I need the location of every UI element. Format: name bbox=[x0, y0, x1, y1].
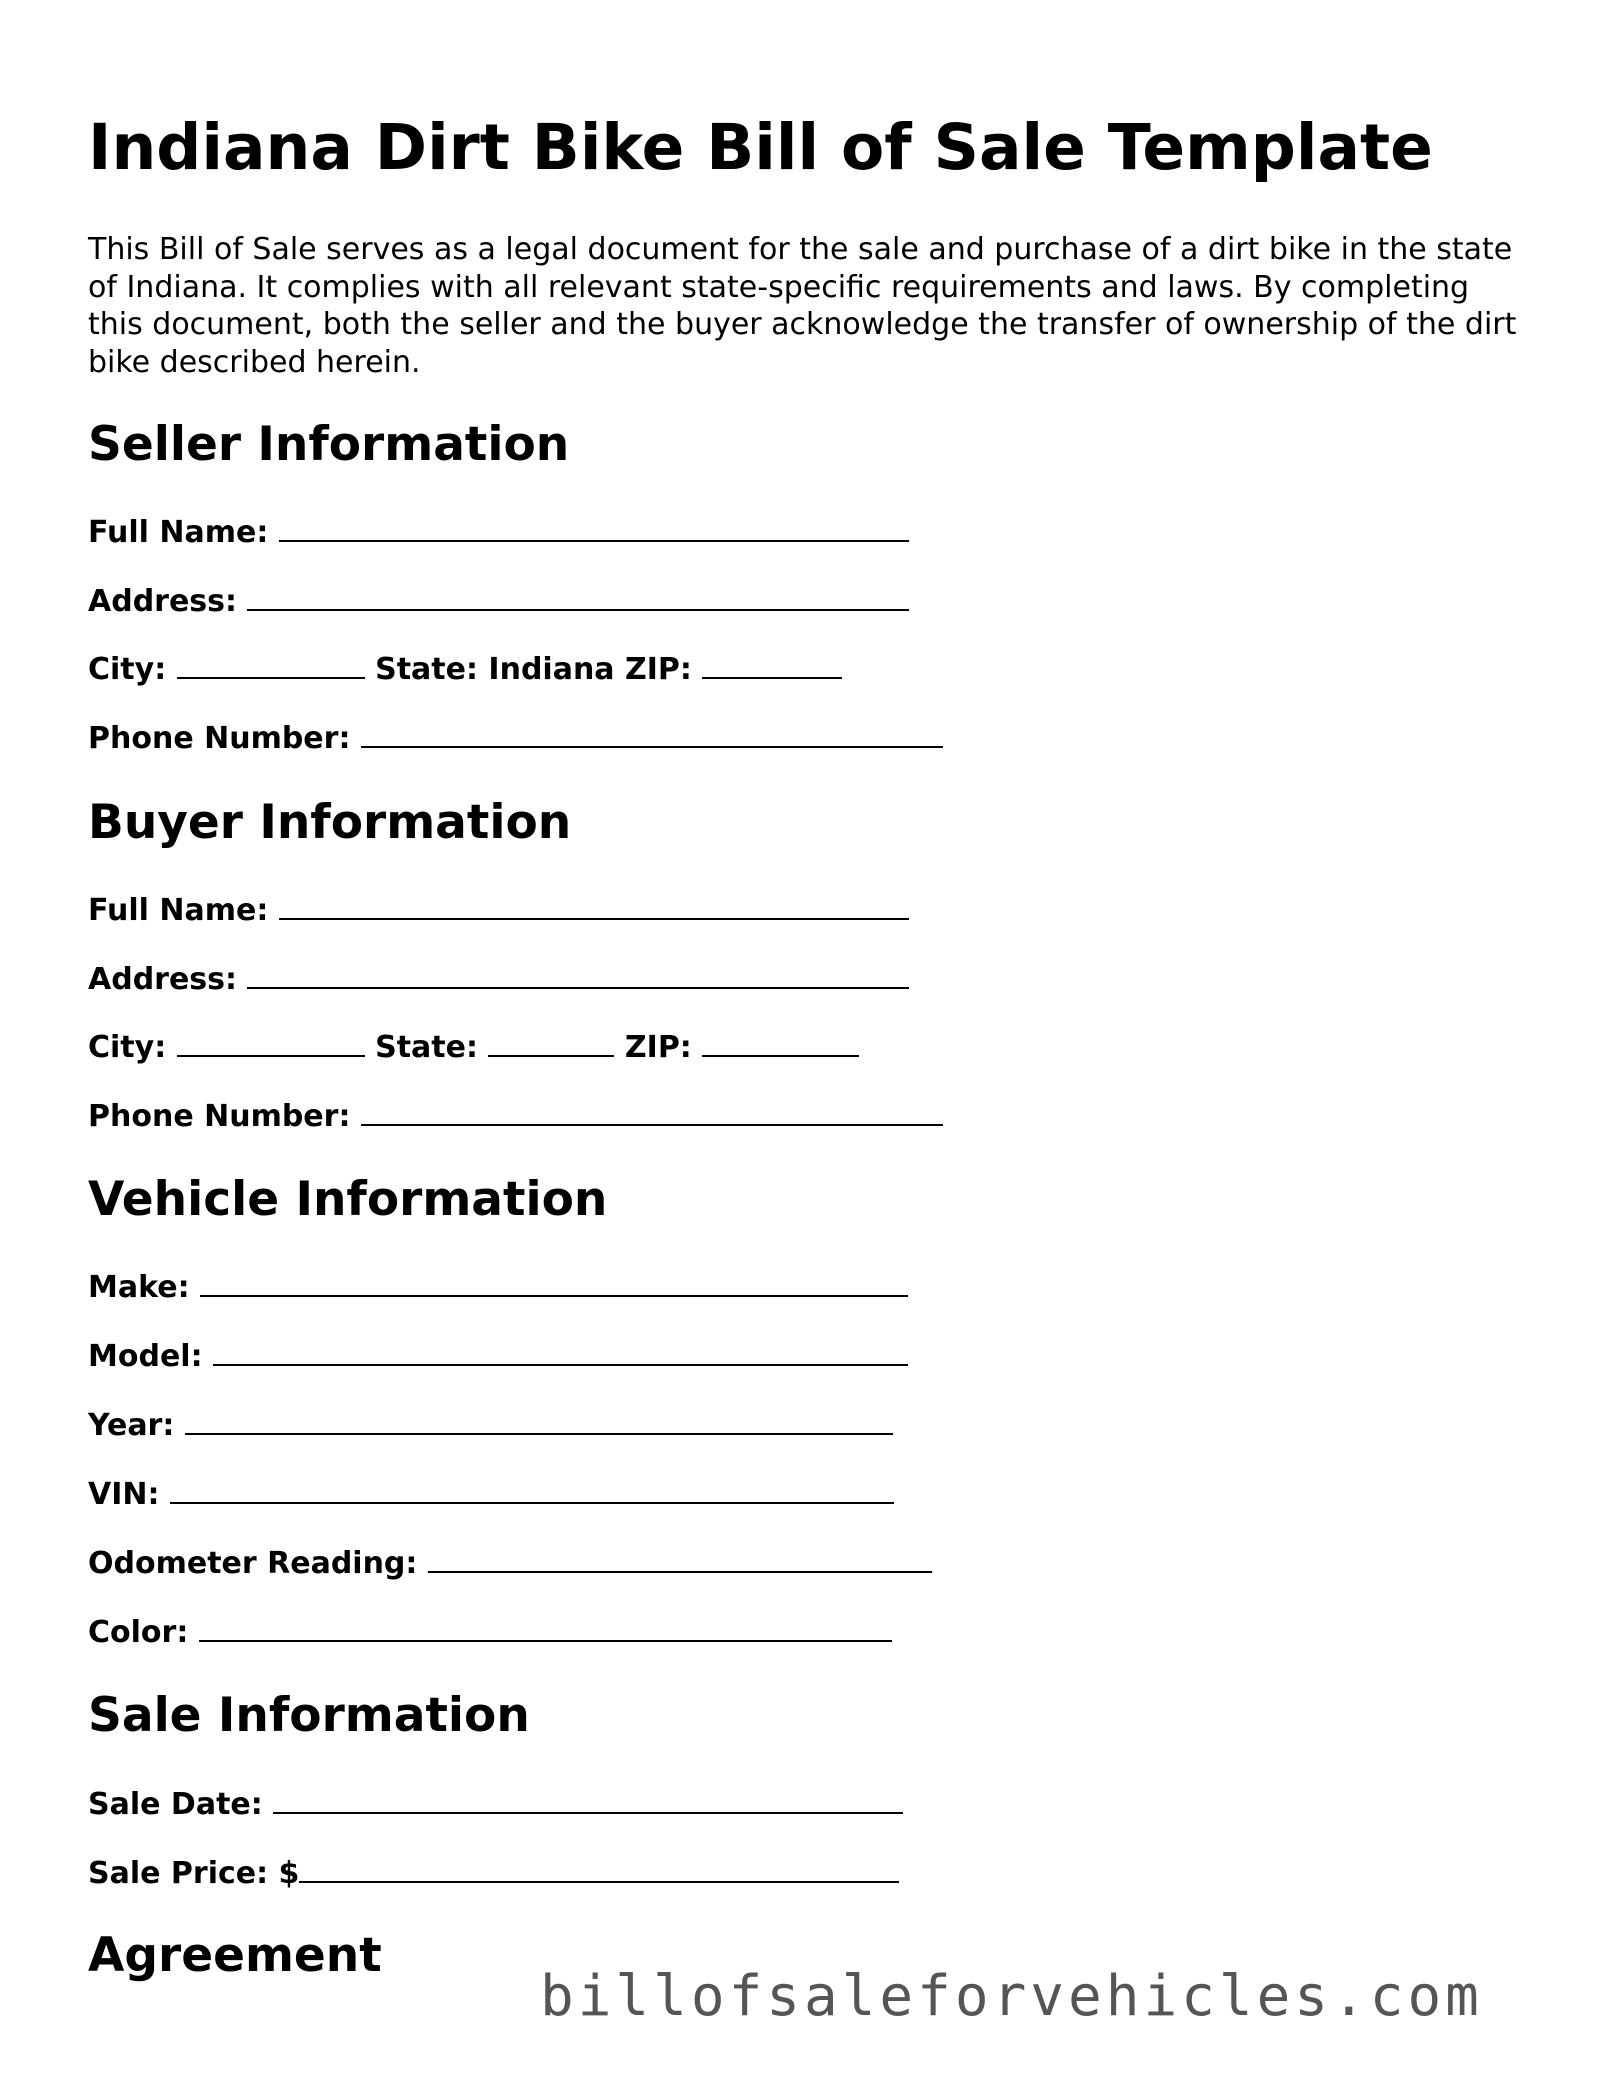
seller-phone-row bbox=[88, 719, 943, 759]
buyer-phone-field[interactable] bbox=[361, 1100, 943, 1126]
seller-phone-label: Phone Number: bbox=[88, 721, 351, 756]
vehicle-vin-row bbox=[88, 1475, 894, 1515]
sale-price-row bbox=[88, 1854, 899, 1894]
vehicle-odometer-field[interactable] bbox=[428, 1547, 932, 1573]
vehicle-color-label: Color: bbox=[88, 1615, 189, 1650]
buyer-phone-row bbox=[88, 1097, 943, 1137]
buyer-state-field[interactable] bbox=[488, 1031, 614, 1057]
seller-state-label: State: Indiana bbox=[375, 652, 615, 687]
vehicle-odometer-label: Odometer Reading: bbox=[88, 1546, 418, 1581]
buyer-address-row bbox=[88, 960, 909, 1000]
sale-date-field[interactable] bbox=[273, 1788, 903, 1814]
buyer-full-name-label: Full Name: bbox=[88, 893, 269, 928]
vehicle-make-field[interactable] bbox=[200, 1271, 908, 1297]
intro-paragraph: This Bill of Sale serves as a legal document for the sale and purchase of a dirt bike in the state of Indiana. It complies with all relevant state-specific requirements and laws. By completing this document, both the seller and the buyer acknowledge the transfer of ownership of the dirt bike described herein. bbox=[88, 232, 1517, 380]
vehicle-model-field[interactable] bbox=[213, 1340, 908, 1366]
buyer-address-label: Address: bbox=[88, 962, 238, 997]
seller-zip-field[interactable] bbox=[702, 653, 842, 679]
vehicle-year-field[interactable] bbox=[185, 1409, 893, 1435]
buyer-zip-field[interactable] bbox=[702, 1031, 859, 1057]
vehicle-model-label: Model: bbox=[88, 1339, 203, 1374]
seller-full-name-field[interactable] bbox=[279, 516, 909, 542]
vehicle-year-label: Year: bbox=[88, 1408, 175, 1443]
vehicle-make-row bbox=[88, 1268, 908, 1308]
seller-zip-label: ZIP: bbox=[625, 652, 692, 687]
vehicle-odometer-row bbox=[88, 1544, 932, 1584]
buyer-full-name-field[interactable] bbox=[279, 894, 909, 920]
seller-full-name-row bbox=[88, 513, 909, 553]
sale-section-heading: Sale Information bbox=[88, 1688, 530, 1743]
vehicle-vin-label: VIN: bbox=[88, 1477, 160, 1512]
buyer-city-field[interactable] bbox=[177, 1031, 365, 1057]
seller-city-field[interactable] bbox=[177, 653, 365, 679]
vehicle-year-row bbox=[88, 1406, 893, 1446]
seller-section-heading: Seller Information bbox=[88, 417, 570, 472]
vehicle-model-row bbox=[88, 1337, 908, 1377]
agreement-section-heading: Agreement bbox=[88, 1928, 382, 1983]
buyer-city-state-zip-row bbox=[88, 1028, 859, 1068]
sale-date-label: Sale Date: bbox=[88, 1787, 263, 1822]
seller-address-field[interactable] bbox=[247, 585, 909, 611]
vehicle-color-field[interactable] bbox=[199, 1616, 892, 1642]
buyer-full-name-row bbox=[88, 891, 909, 931]
buyer-address-field[interactable] bbox=[247, 963, 909, 989]
buyer-zip-label: ZIP: bbox=[624, 1030, 692, 1065]
seller-address-label: Address: bbox=[88, 584, 238, 619]
seller-phone-field[interactable] bbox=[361, 722, 943, 748]
document-title: Indiana Dirt Bike Bill of Sale Template bbox=[88, 111, 1433, 184]
buyer-state-label: State: bbox=[375, 1030, 478, 1065]
buyer-phone-label: Phone Number: bbox=[88, 1099, 351, 1134]
buyer-section-heading: Buyer Information bbox=[88, 795, 572, 850]
site-watermark: billofsaleforvehicles.com bbox=[540, 1964, 1483, 2029]
vehicle-section-heading: Vehicle Information bbox=[88, 1172, 608, 1227]
sale-price-field[interactable] bbox=[299, 1857, 899, 1883]
vehicle-make-label: Make: bbox=[88, 1270, 190, 1305]
sale-price-label: Sale Price: $ bbox=[88, 1856, 300, 1891]
seller-city-state-zip-row bbox=[88, 650, 842, 690]
seller-city-label: City: bbox=[88, 652, 167, 687]
vehicle-color-row bbox=[88, 1613, 892, 1653]
seller-full-name-label: Full Name: bbox=[88, 515, 269, 550]
sale-date-row bbox=[88, 1785, 903, 1825]
seller-address-row bbox=[88, 582, 909, 622]
vehicle-vin-field[interactable] bbox=[170, 1478, 894, 1504]
buyer-city-label: City: bbox=[88, 1030, 167, 1065]
